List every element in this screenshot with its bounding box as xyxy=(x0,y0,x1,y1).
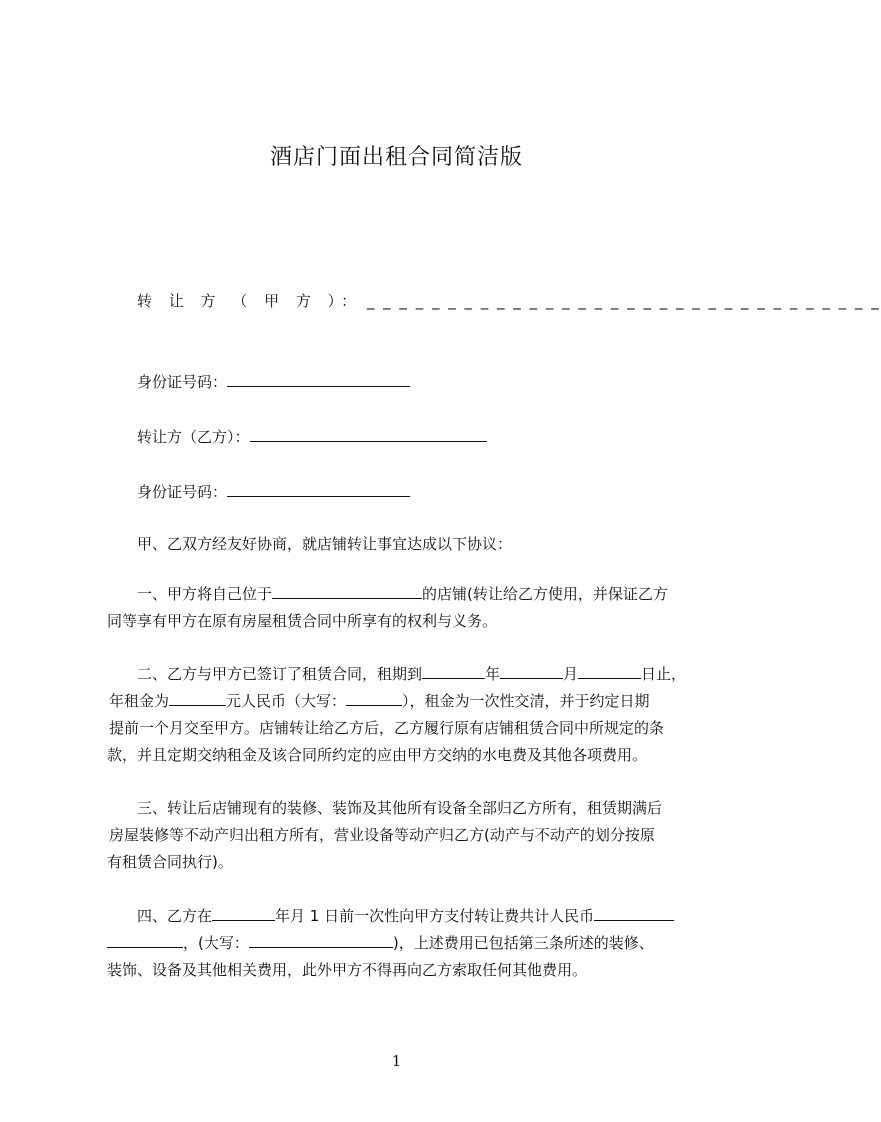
clause1-text-a: 一、甲方将自己位于 xyxy=(137,585,273,603)
clause2-month-blank[interactable] xyxy=(500,661,563,679)
clause2-text-month: 月 xyxy=(563,665,579,683)
clause1-text-b: 的店铺(转让给乙方使用，并保证乙方 xyxy=(422,585,668,603)
clause2-text-day: 日止， xyxy=(641,665,687,683)
party-a-line xyxy=(137,287,881,315)
clause4-line2 xyxy=(107,929,707,957)
clause2-year-blank[interactable] xyxy=(422,661,485,679)
party-a-blank[interactable]: _ _ _ _ _ _ _ _ _ _ _ _ _ _ _ _ _ _ _ _ _ _ _ _ _ _ _ _ _ _ _ _ xyxy=(366,292,881,310)
clause4-words-blank[interactable] xyxy=(249,930,393,948)
id-b-label: 身份证号码： xyxy=(137,483,228,501)
page-number: 1 xyxy=(391,1052,402,1070)
clause4-line3: 装饰、设备及其他相关费用，此外甲方不得再向乙方索取任何其他费用。 xyxy=(107,961,588,979)
id-b-line xyxy=(137,478,737,506)
id-a-label: 身份证号码： xyxy=(137,373,228,391)
clause4-text-b: 年月 1 日前一次性向甲方支付转让费共计人民币 xyxy=(275,907,595,925)
clause2-rent-words-blank[interactable] xyxy=(346,688,402,706)
clause3-line2: 房屋装修等不动产归出租方所有，营业设备等动产归乙方(动产与不动产的划分按原 xyxy=(109,826,655,844)
clause2-rent-blank[interactable] xyxy=(169,688,226,706)
clause4-amount-cont-blank[interactable] xyxy=(107,930,183,948)
clause2-text-payment: ），租金为一次性交清，并于约定日期 xyxy=(402,692,650,710)
clause2-line2 xyxy=(109,687,709,715)
document-title: 酒店门面出租合同简洁版 xyxy=(269,145,523,170)
id-b-blank[interactable] xyxy=(227,479,410,497)
clause1-line2: 同等享有甲方在原有房屋租赁合同中所享有的权利与义务。 xyxy=(107,612,498,630)
clause2-line1 xyxy=(137,660,737,688)
clause4-amount-blank[interactable] xyxy=(594,903,674,921)
clause2-day-blank[interactable] xyxy=(578,661,641,679)
clause2-line3: 提前一个月交至甲方。店铺转让给乙方后，乙方履行原有店铺租赁合同中所规定的条 xyxy=(109,719,665,737)
clause2-text-a: 二、乙方与甲方已签订了租赁合同，租期到 xyxy=(137,665,423,683)
clause4-year-blank[interactable] xyxy=(212,903,275,921)
party-b-line xyxy=(137,423,737,451)
clause4-text-words: ，(大写： xyxy=(183,934,249,952)
id-a-blank[interactable] xyxy=(227,369,410,387)
clause3-line1: 三、转让后店铺现有的装修、装饰及其他所有设备全部归乙方所有，租赁期满后 xyxy=(137,799,663,817)
clause2-line4: 款，并且定期交纳租金及该合同所约定的应由甲方交纳的水电费及其他各项费用。 xyxy=(107,746,648,764)
clause2-text-year: 年 xyxy=(485,665,501,683)
clause4-text-a: 四、乙方在 xyxy=(137,907,213,925)
clause4-text-c: )，上述费用已包括第三条所述的装修、 xyxy=(392,934,654,952)
clause1-line1 xyxy=(137,580,737,608)
clause3-line3: 有租赁合同执行)。 xyxy=(107,853,233,871)
clause2-text-rmb: 元人民币（大写： xyxy=(226,692,347,710)
clause1-location-blank[interactable] xyxy=(272,581,422,599)
clause2-text-rent: 年租金为 xyxy=(109,692,170,710)
id-a-line xyxy=(137,368,737,396)
party-a-label: 转 让 方 （ 甲 方 ）： xyxy=(137,292,363,310)
party-b-label: 转让方（乙方）： xyxy=(137,428,250,446)
party-b-blank[interactable] xyxy=(250,424,487,442)
clause4-line1 xyxy=(137,902,737,930)
intro-paragraph: 甲、乙双方经友好协商，就店铺转让事宜达成以下协议： xyxy=(137,535,513,553)
